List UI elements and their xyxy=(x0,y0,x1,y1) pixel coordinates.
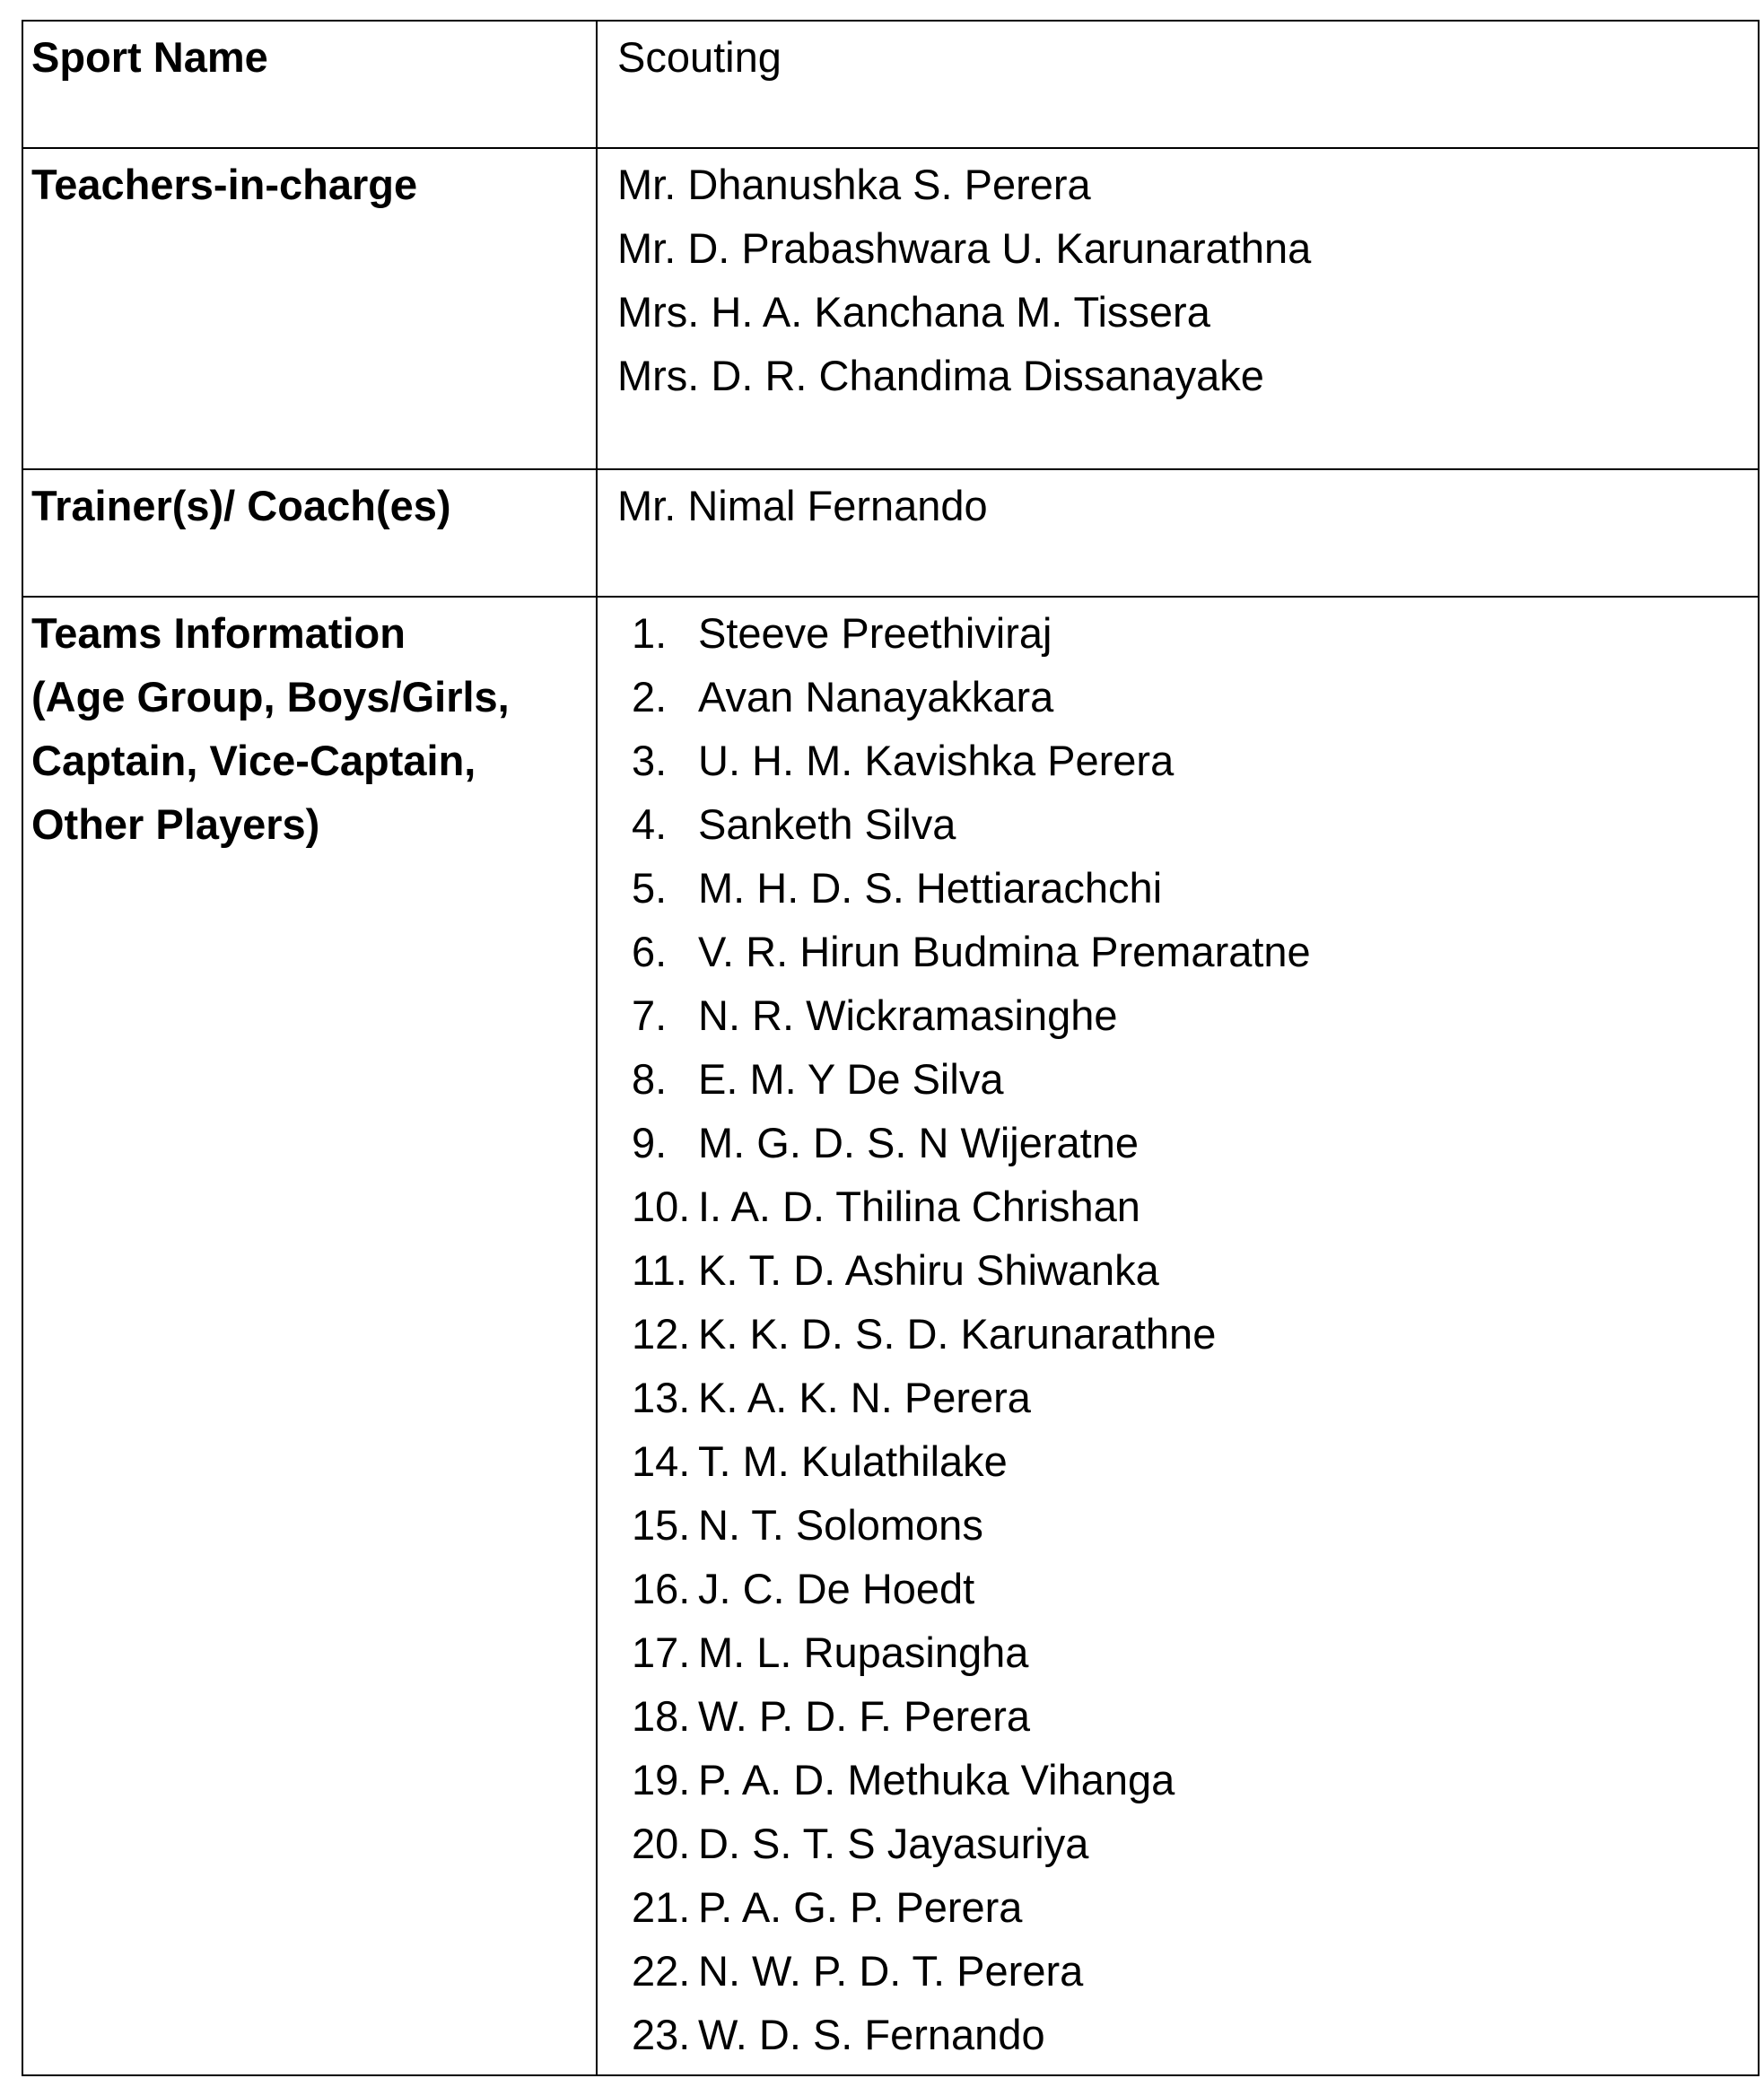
teachers-label: Teachers-in-charge xyxy=(22,148,597,469)
sport-name-row xyxy=(22,21,1759,148)
player-name: Sanketh Silva xyxy=(698,800,956,848)
list-item xyxy=(632,665,1758,729)
list-item xyxy=(632,1047,1758,1111)
teacher-name: Mrs. H. A. Kanchana M. Tissera xyxy=(617,288,1210,336)
teams-row xyxy=(22,597,1759,2075)
player-name: W. D. S. Fernando xyxy=(698,2011,1045,2058)
player-number: 16. xyxy=(632,1565,691,1612)
player-name: P. A. G. P. Perera xyxy=(698,1883,1023,1931)
players-cell xyxy=(597,597,1759,2075)
player-number: 22. xyxy=(632,1947,691,1995)
list-item xyxy=(632,920,1758,983)
player-number: 5. xyxy=(632,864,668,912)
teacher-name: Mr. Dhanushka S. Perera xyxy=(617,161,1091,208)
player-number: 17. xyxy=(632,1629,691,1676)
player-number: 3. xyxy=(632,737,668,784)
player-number: 18. xyxy=(632,1692,691,1740)
player-name: D. S. T. S Jayasuriya xyxy=(698,1820,1089,1867)
player-name: M. H. D. S. Hettiarachchi xyxy=(698,864,1163,912)
players-list xyxy=(617,601,1758,2066)
list-item xyxy=(632,1812,1758,1875)
teams-label-line: Captain, Vice-Captain, xyxy=(31,737,476,784)
player-number: 6. xyxy=(632,928,668,975)
player-name: J. C. De Hoedt xyxy=(698,1565,975,1612)
list-item xyxy=(632,729,1758,792)
player-number: 14. xyxy=(632,1437,691,1485)
player-number: 13. xyxy=(632,1374,691,1421)
player-number: 15. xyxy=(632,1501,691,1549)
player-name: U. H. M. Kavishka Perera xyxy=(698,737,1175,784)
player-number: 11. xyxy=(632,1246,687,1294)
sport-name-value: Scouting xyxy=(597,21,1759,148)
list-item xyxy=(632,1174,1758,1238)
sport-info-table xyxy=(22,20,1760,2076)
player-name: P. A. D. Methuka Vihanga xyxy=(698,1756,1175,1803)
sport-name-label: Sport Name xyxy=(22,21,597,148)
list-item xyxy=(632,601,1758,665)
list-item xyxy=(632,1939,1758,2003)
player-name: N. T. Solomons xyxy=(698,1501,983,1549)
player-name: K. K. D. S. D. Karunarathne xyxy=(698,1310,1217,1358)
player-name: T. M. Kulathilake xyxy=(698,1437,1008,1485)
trainer-row xyxy=(22,469,1759,597)
teams-label-line: Teams Information xyxy=(31,609,406,657)
player-number: 12. xyxy=(632,1310,691,1358)
teachers-list xyxy=(597,148,1759,469)
list-item xyxy=(632,1557,1758,1620)
player-name: N. W. P. D. T. Perera xyxy=(698,1947,1084,1995)
list-item xyxy=(632,1493,1758,1557)
player-number: 8. xyxy=(632,1055,668,1103)
player-number: 20. xyxy=(632,1820,691,1867)
player-number: 21. xyxy=(632,1883,691,1931)
list-item xyxy=(632,1875,1758,1939)
teacher-name: Mr. D. Prabashwara U. Karunarathna xyxy=(617,224,1312,272)
player-number: 9. xyxy=(632,1119,668,1166)
list-item xyxy=(632,1238,1758,1302)
list-item xyxy=(632,983,1758,1047)
list-item xyxy=(632,1366,1758,1429)
list-item xyxy=(632,1111,1758,1174)
teams-label-line: (Age Group, Boys/Girls, xyxy=(31,673,510,720)
player-name: M. L. Rupasingha xyxy=(698,1629,1029,1676)
player-name: W. P. D. F. Perera xyxy=(698,1692,1031,1740)
player-number: 23. xyxy=(632,2011,691,2058)
player-name: Steeve Preethiviraj xyxy=(698,609,1052,657)
list-item xyxy=(632,2003,1758,2066)
player-number: 1. xyxy=(632,609,668,657)
player-name: E. M. Y De Silva xyxy=(698,1055,1004,1103)
trainer-label: Trainer(s)/ Coach(es) xyxy=(22,469,597,597)
player-name: Avan Nanayakkara xyxy=(698,673,1054,720)
player-name: K. T. D. Ashiru Shiwanka xyxy=(698,1246,1159,1294)
list-item xyxy=(632,1620,1758,1684)
player-name: V. R. Hirun Budmina Premaratne xyxy=(698,928,1311,975)
player-name: K. A. K. N. Perera xyxy=(698,1374,1031,1421)
teams-label xyxy=(22,597,597,2075)
teachers-row xyxy=(22,148,1759,469)
player-name: M. G. D. S. N Wijeratne xyxy=(698,1119,1139,1166)
player-name: N. R. Wickramasinghe xyxy=(698,991,1118,1039)
list-item xyxy=(632,1748,1758,1812)
player-number: 10. xyxy=(632,1183,691,1230)
list-item xyxy=(632,856,1758,920)
list-item xyxy=(632,1429,1758,1493)
trainer-value: Mr. Nimal Fernando xyxy=(597,469,1759,597)
player-number: 19. xyxy=(632,1756,691,1803)
player-number: 2. xyxy=(632,673,668,720)
player-number: 4. xyxy=(632,800,668,848)
player-name: I. A. D. Thilina Chrishan xyxy=(698,1183,1140,1230)
player-number: 7. xyxy=(632,991,668,1039)
list-item xyxy=(632,1684,1758,1748)
teacher-name: Mrs. D. R. Chandima Dissanayake xyxy=(617,352,1264,399)
list-item xyxy=(632,792,1758,856)
list-item xyxy=(632,1302,1758,1366)
teams-label-line: Other Players) xyxy=(31,800,320,848)
